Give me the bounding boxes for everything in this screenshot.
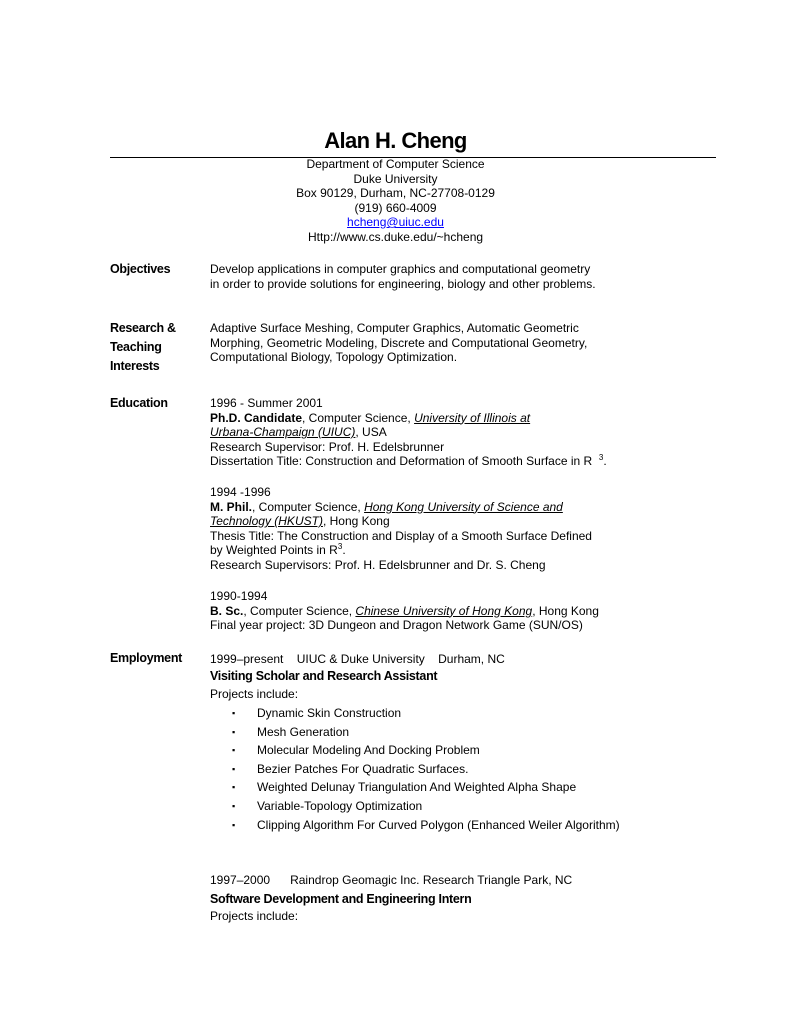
research-line: Adaptive Surface Meshing, Computer Graphics, Automatic Geometric <box>210 321 579 335</box>
email-link[interactable]: hcheng@uiuc.edu <box>347 215 444 229</box>
contact-block <box>0 157 791 244</box>
education-bsc: 1990-1994 B. Sc., Computer Science, Chinese University of Hong Kong, Hong Kong Final year project: 3D Dungeon and Dragon Network Game (SUN/OS) <box>210 589 710 633</box>
list-item: ▪ Mesh Generation <box>232 724 350 739</box>
list-item: ▪ Clipping Algorithm For Curved Polygon (Enhanced Weiler Algorithm) <box>232 817 620 832</box>
phone: (919) 660-4009 <box>354 200 437 215</box>
list-item: ▪ Dynamic Skin Construction <box>232 706 402 720</box>
mphil-school-link-cont[interactable]: Technology (HKUST) <box>210 514 323 528</box>
phd-supervisor: Research Supervisor: Prof. H. Edelsbrunner <box>210 439 445 454</box>
job2-header: 1997–2000 Raindrop Geomagic Inc. Research Triangle Park, NC <box>210 873 573 887</box>
objectives-heading: Objectives <box>110 262 171 276</box>
bsc-degree: B. Sc. <box>210 603 244 618</box>
mphil-school-link[interactable]: Hong Kong University of Science and <box>364 499 563 514</box>
mphil-supervisors: Research Supervisors: Prof. H. Edelsbrunner and Dr. S. Cheng <box>210 557 546 572</box>
research-heading <box>110 319 176 376</box>
research-text <box>210 321 710 365</box>
mphil-years: 1994 -1996 <box>210 485 271 499</box>
bsc-school-link[interactable]: Chinese University of Hong Kong <box>355 603 533 618</box>
mphil-thesis: Thesis Title: The Construction and Display of a Smooth Surface Defined <box>210 528 592 543</box>
bsc-project: Final year project: 3D Dungeon and Dragon Network Game (SUN/OS) <box>210 618 583 632</box>
department: Department of Computer Science <box>306 157 485 171</box>
research-line: Morphing, Geometric Modeling, Discrete and Computational Geometry, <box>210 335 588 350</box>
university: Duke University <box>353 171 438 186</box>
mphil-degree: M. Phil. <box>210 499 252 514</box>
job1-header: 1999–present UIUC & Duke University Durham, NC <box>210 652 505 666</box>
candidate-name: Alan H. Cheng <box>324 128 467 153</box>
list-item: ▪ Molecular Modeling And Docking Problem <box>232 743 480 758</box>
objectives-text <box>210 262 710 291</box>
education-heading: Education <box>110 396 168 410</box>
job1-projects-list <box>232 706 620 836</box>
phd-school-link[interactable]: University of Illinois at <box>414 410 531 425</box>
education-mphil: 1994 -1996 M. Phil., Computer Science, Hong Kong University of Science and Technology (HKUST), Hong Kong Thesis Title: The Construction and Display of a Smooth Surface Defined by Weighted Points in $R^3$. Research Supervisors: Prof. H. Edelsbrunner and Dr. S. Cheng <box>210 485 710 572</box>
address: Box 90129, Durham, NC-27708-0129 <box>296 186 495 200</box>
research-heading-line: Interests <box>110 359 160 373</box>
objectives-line: in order to provide solutions for engineering, biology and other problems. <box>210 276 596 291</box>
phd-degree: Ph.D. Candidate <box>210 410 303 425</box>
job2 <box>210 873 710 924</box>
job2-projects-label: Projects include: <box>210 909 299 923</box>
research-line: Computational Biology, Topology Optimization. <box>210 350 458 364</box>
job2-title: Software Development and Engineering Intern <box>210 891 472 906</box>
research-heading-line: Teaching <box>110 340 162 354</box>
list-item: ▪ Bezier Patches For Quadratic Surfaces. <box>232 761 469 776</box>
list-item: ▪ Variable-Topology Optimization <box>232 798 423 813</box>
research-heading-line: Research & <box>110 321 176 335</box>
job1-projects-label: Projects include: <box>210 687 299 701</box>
mphil-thesis-cont: by Weighted Points in $R^3$. <box>210 542 346 557</box>
phd-years: 1996 - Summer 2001 <box>210 396 323 410</box>
phd-school-link-cont[interactable]: Urbana-Champaign (UIUC) <box>210 425 356 439</box>
job1-title: Visiting Scholar and Research Assistant <box>210 668 438 683</box>
website: Http://www.cs.duke.edu/~hcheng <box>307 229 484 244</box>
education-phd: 1996 - Summer 2001 Ph.D. Candidate, Computer Science, University of Illinois at Urbana-Champaign (UIUC), USA Research Supervisor: Prof. H. Edelsbrunner Dissertation Title: Construction and Deformation of Smooth Surface in R $^3$. <box>210 396 710 469</box>
employment-heading: Employment <box>110 651 183 665</box>
job1 <box>210 652 710 702</box>
phd-dissertation: Dissertation Title: Construction and Deformation of Smooth Surface in R $^3$. <box>210 453 607 468</box>
objectives-line: Develop applications in computer graphics and computational geometry <box>210 262 591 276</box>
bsc-years: 1990-1994 <box>210 589 268 603</box>
list-item: ▪ Weighted Delunay Triangulation And Weighted Alpha Shape <box>232 780 577 795</box>
